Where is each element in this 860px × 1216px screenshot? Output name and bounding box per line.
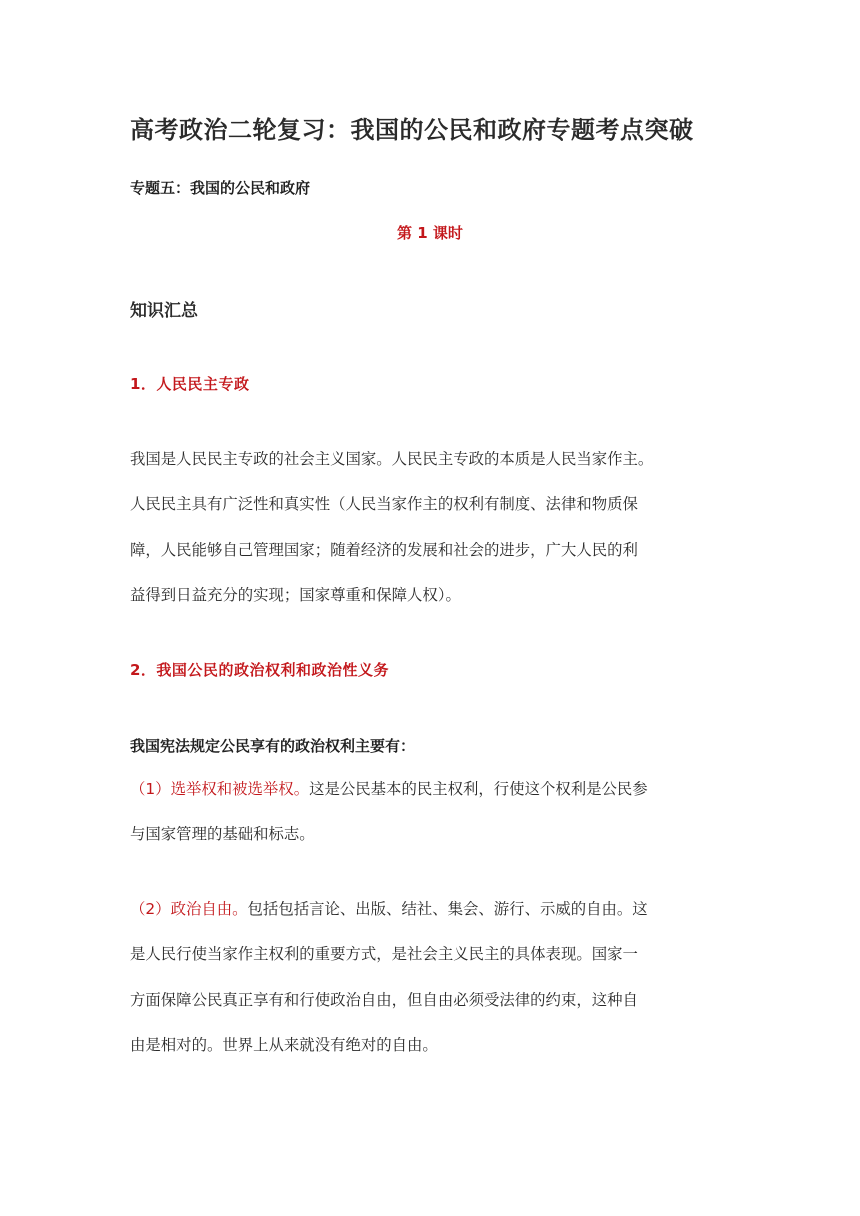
- topic-subtitle: 专题五：我国的公民和政府: [130, 179, 311, 197]
- paragraph-line: 益得到日益充分的实现；国家尊重和保障人权）。: [130, 585, 461, 604]
- section-1-heading: 1．人民民主专政: [130, 375, 250, 393]
- item-1-text: 这是公民基本的民主权利，行使这个权利是公民参: [309, 780, 648, 798]
- item-2-paragraph: [130, 887, 730, 1068]
- knowledge-heading: 知识汇总: [130, 301, 198, 321]
- rights-lead-text: 我国宪法规定公民享有的政治权利主要有：: [130, 737, 416, 755]
- paragraph-line: 由是相对的。世界上从来就没有绝对的自由。: [130, 1035, 438, 1054]
- section-2-heading: 2．我国公民的政治权利和政治性义务: [130, 661, 389, 679]
- item-2-text: 包括包括言论、出版、结社、集会、游行、示威的自由。这: [247, 900, 648, 918]
- paragraph-line: [130, 887, 730, 932]
- lesson-label: 第 1 课时: [397, 224, 463, 242]
- item-1-paragraph: [130, 767, 730, 858]
- paragraph-line: [130, 767, 730, 812]
- document-title: 高考政治二轮复习：我国的公民和政府专题考点突破: [130, 116, 694, 144]
- paragraph-line: 我国是人民民主专政的社会主义国家。人民民主专政的本质是人民当家作主。: [130, 450, 654, 468]
- item-1-label: （1）选举权和被选举权。: [130, 780, 310, 798]
- paragraph-line: 人民民主具有广泛性和真实性（人民当家作主的权利有制度、法律和物质保: [130, 495, 638, 514]
- section-1-paragraph: [130, 437, 730, 618]
- item-2-label: （2）政治自由。: [130, 900, 248, 918]
- paragraph-line: 方面保障公民真正享有和行使政治自由，但自由必须受法律的约束，这种自: [130, 990, 638, 1009]
- paragraph-line: 与国家管理的基础和标志。: [130, 825, 315, 844]
- paragraph-line: 是人民行使当家作主权利的重要方式，是社会主义民主的具体表现。国家一: [130, 945, 638, 964]
- paragraph-line: 障，人民能够自己管理国家；随着经济的发展和社会的进步，广大人民的利: [130, 540, 638, 559]
